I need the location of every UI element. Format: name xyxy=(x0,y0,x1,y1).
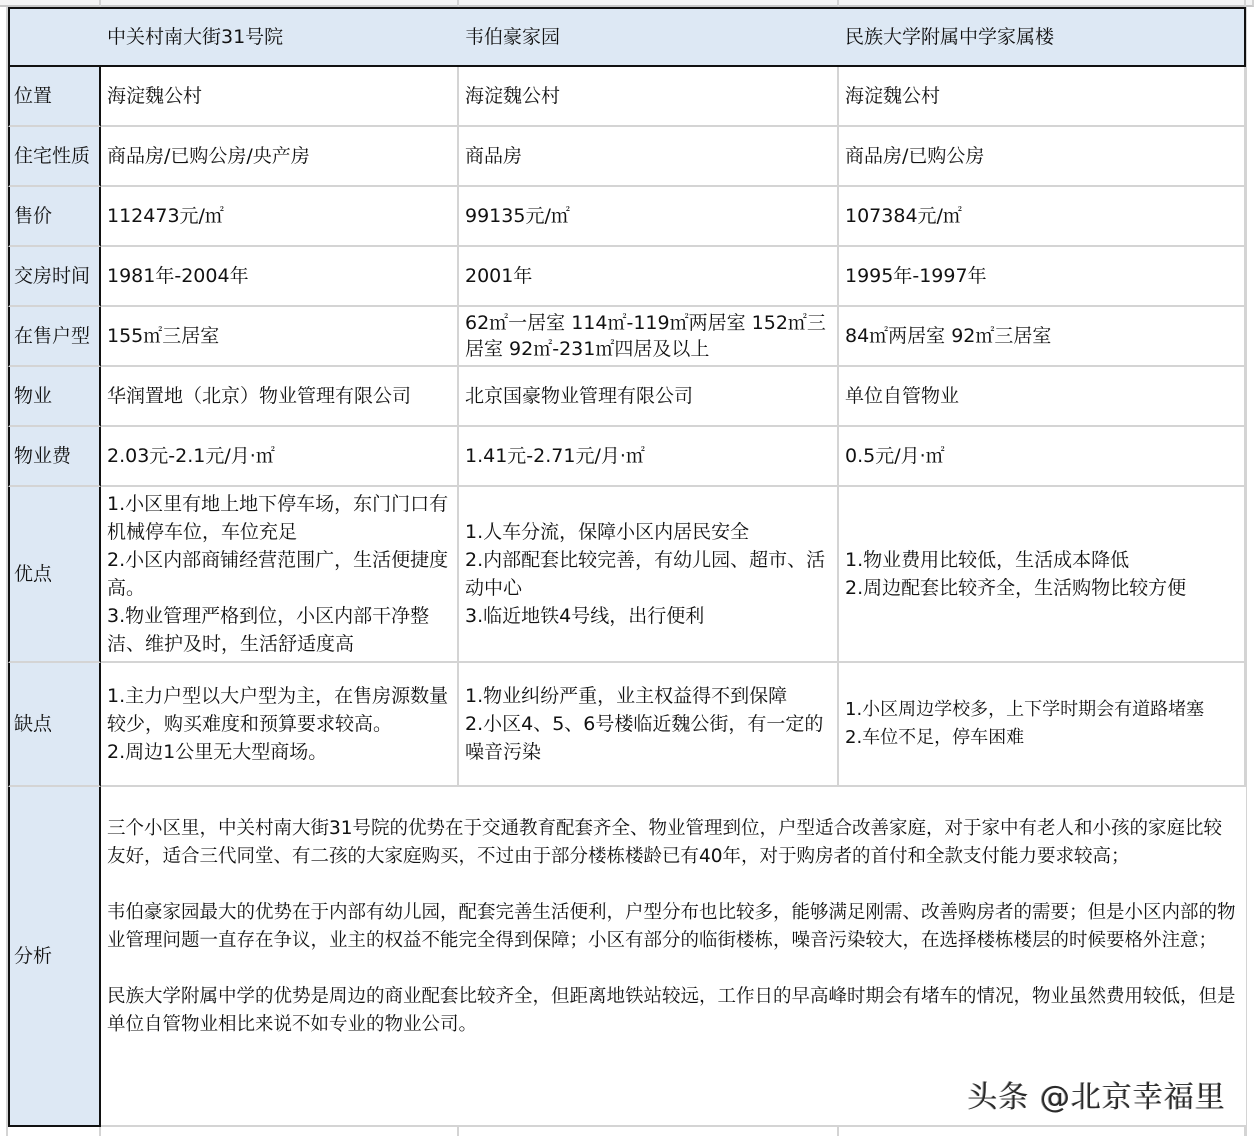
list-item: 1.物业纠纷严重，业主权益得不到保障 xyxy=(465,685,788,707)
table-cell[interactable] xyxy=(459,247,839,307)
table-cell-pros[interactable] xyxy=(101,487,459,663)
cell-text: 2.03元-2.1元/月·㎡ xyxy=(107,445,275,467)
row-label-text: 优点 xyxy=(14,563,53,585)
table-cell[interactable] xyxy=(459,427,839,487)
watermark: 头条 @北京幸福里 xyxy=(967,1080,1226,1115)
table-cell[interactable] xyxy=(101,427,459,487)
bottom-strip-cell[interactable] xyxy=(459,1127,839,1136)
analysis-paragraph: 三个小区里，中关村南大街31号院的优势在于交通教育配套齐全、物业管理到位，户型适合改善家庭，对于家中有老人和小孩的家庭比较友好，适合三代同堂、有二孩的大家庭购买，不过由于部分楼栋楼龄已有40年，对于购房者的首付和全款支付能力要求较高； xyxy=(107,818,1223,867)
cell-text: 155㎡三居室 xyxy=(107,325,220,347)
list-item: 1.主力户型以大户型为主，在售房源数量较少，购买难度和预算要求较高。 xyxy=(107,685,449,735)
table-cell[interactable] xyxy=(839,367,1246,427)
row-label-property-fee[interactable] xyxy=(8,427,101,487)
cell-text: 99135元/㎡ xyxy=(465,205,570,227)
cell-text: 2001年 xyxy=(465,265,533,287)
row-label-analysis[interactable] xyxy=(8,787,101,1127)
cell-text: 商品房/已购公房/央产房 xyxy=(107,145,310,167)
table-cell[interactable] xyxy=(839,427,1246,487)
table-cell[interactable] xyxy=(459,187,839,247)
row-label-text: 位置 xyxy=(14,85,53,107)
table-cell[interactable] xyxy=(839,127,1246,187)
analysis-paragraph: 民族大学附属中学的优势是周边的商业配套比较齐全，但距离地铁站较远，工作日的早高峰时期会有堵车的情况，物业虽然费用较低，但是单位自管物业相比来说不如专业的物业公司。 xyxy=(107,986,1236,1035)
row-label-text: 住宅性质 xyxy=(14,145,91,167)
analysis-paragraph: 韦伯豪家园最大的优势在于内部有幼儿园，配套完善生活便利，户型分布也比较多，能够满足刚需、改善购房者的需要；但是小区内部的物业管理问题一直存在争议，业主的权益不能完全得到保障；小区有部分的临街楼栋，噪音污染较大，在选择楼栋楼层的时候要格外注意； xyxy=(107,902,1236,951)
top-strip-cell[interactable] xyxy=(1246,0,1254,7)
table-cell[interactable] xyxy=(101,67,459,127)
cons-list xyxy=(107,682,451,766)
row-label-layouts-for-sale[interactable] xyxy=(8,307,101,367)
table-cell-cons[interactable] xyxy=(101,663,459,787)
row-label-text: 缺点 xyxy=(14,713,53,735)
table-cell-cons[interactable] xyxy=(459,663,839,787)
list-item: 2.车位不足，停车困难 xyxy=(845,727,1025,748)
list-item: 2.周边1公里无大型商场。 xyxy=(107,741,328,763)
table-cell[interactable] xyxy=(101,247,459,307)
table-cell[interactable] xyxy=(459,127,839,187)
cell-text: 112473元/㎡ xyxy=(107,205,224,227)
list-item: 3.物业管理严格到位，小区内部干净整洁、维护及时，生活舒适度高 xyxy=(107,605,430,655)
row-label-location[interactable] xyxy=(8,67,101,127)
pros-list xyxy=(465,518,831,630)
table-cell[interactable] xyxy=(459,67,839,127)
column-header-text: 民族大学附属中学家属楼 xyxy=(845,26,1055,48)
table-cell-cons[interactable] xyxy=(839,663,1246,787)
table-cell[interactable] xyxy=(459,367,839,427)
top-strip-cell[interactable] xyxy=(101,0,459,7)
list-item: 1.人车分流，保障小区内居民安全 xyxy=(465,521,750,543)
cell-text: 84㎡两居室 92㎡三居室 xyxy=(845,325,1052,347)
cons-list xyxy=(845,696,1204,752)
table-cell[interactable] xyxy=(101,307,459,367)
cell-text: 海淀魏公村 xyxy=(465,85,561,107)
row-label-price[interactable] xyxy=(8,187,101,247)
cons-list xyxy=(465,682,831,766)
bottom-strip-cell[interactable] xyxy=(8,1127,101,1136)
row-label-pros[interactable] xyxy=(8,487,101,663)
cell-text: 商品房 xyxy=(465,145,523,167)
list-item: 1.小区周边学校多，上下学时期会有道路堵塞 xyxy=(845,699,1205,720)
cell-text: 华润置地（北京）物业管理有限公司 xyxy=(107,385,412,407)
list-item: 1.小区里有地上地下停车场，东门门口有机械停车位，车位充足 xyxy=(107,493,449,543)
cell-text: 62㎡一居室 114㎡-119㎡两居室 152㎡三居室 92㎡-231㎡四居及以上 xyxy=(465,312,826,360)
row-label-text: 物业 xyxy=(14,385,53,407)
table-cell[interactable] xyxy=(839,247,1246,307)
row-label-property-management[interactable] xyxy=(8,367,101,427)
row-label-text: 在售户型 xyxy=(14,325,91,347)
table-cell[interactable] xyxy=(839,187,1246,247)
row-label-cons[interactable] xyxy=(8,663,101,787)
cell-text: 商品房/已购公房 xyxy=(845,145,985,167)
row-label-text: 交房时间 xyxy=(14,265,91,287)
row-label-text: 物业费 xyxy=(14,445,72,467)
list-item: 2.内部配套比较完善，有幼儿园、超市、活动中心 xyxy=(465,549,826,599)
pros-list xyxy=(107,490,451,658)
left-gutter xyxy=(0,7,8,1136)
table-cell[interactable] xyxy=(101,367,459,427)
cell-text: 1981年-2004年 xyxy=(107,265,249,287)
cell-text: 海淀魏公村 xyxy=(107,85,203,107)
row-label-housing-type[interactable] xyxy=(8,127,101,187)
list-item: 2.小区内部商铺经营范围广，生活便捷度高。 xyxy=(107,549,449,599)
pros-list xyxy=(845,546,1186,602)
cell-text: 107384元/㎡ xyxy=(845,205,962,227)
cell-text: 0.5元/月·㎡ xyxy=(845,445,945,467)
cell-text: 1.41元-2.71元/月·㎡ xyxy=(465,445,645,467)
table-cell-pros[interactable] xyxy=(459,487,839,663)
list-item: 1.物业费用比较低，生活成本降低 xyxy=(845,549,1130,571)
list-item: 3.临近地铁4号线，出行便利 xyxy=(465,605,705,627)
table-cell[interactable] xyxy=(101,187,459,247)
column-header-text: 韦伯豪家园 xyxy=(465,26,561,48)
bottom-strip-cell[interactable] xyxy=(101,1127,459,1136)
row-label-text: 分析 xyxy=(14,945,53,967)
cell-text: 北京国豪物业管理有限公司 xyxy=(465,385,694,407)
row-label-text: 售价 xyxy=(14,205,53,227)
cell-text: 单位自管物业 xyxy=(845,385,960,407)
bottom-strip-cell[interactable] xyxy=(839,1127,1246,1136)
row-label-delivery-time[interactable] xyxy=(8,247,101,307)
top-strip-cell[interactable] xyxy=(0,0,101,7)
top-strip-cell[interactable] xyxy=(839,0,1246,7)
list-item: 2.周边配套比较齐全，生活购物比较方便 xyxy=(845,577,1187,599)
list-item: 2.小区4、5、6号楼临近魏公街，有一定的噪音污染 xyxy=(465,713,824,763)
right-gutter xyxy=(1246,7,1254,1136)
header-corner-cell[interactable] xyxy=(8,7,101,67)
table-cell[interactable] xyxy=(839,67,1246,127)
header-cell-community-3[interactable] xyxy=(837,7,1246,67)
top-strip-cell[interactable] xyxy=(459,0,839,7)
table-cell[interactable] xyxy=(101,127,459,187)
table-cell[interactable] xyxy=(839,307,1246,367)
table-cell-pros[interactable] xyxy=(839,487,1246,663)
header-cell-community-2[interactable] xyxy=(457,7,839,67)
cell-text: 海淀魏公村 xyxy=(845,85,941,107)
table-cell[interactable] xyxy=(459,307,839,367)
cell-text: 1995年-1997年 xyxy=(845,265,987,287)
header-cell-community-1[interactable] xyxy=(99,7,459,67)
column-header-text: 中关村南大街31号院 xyxy=(107,26,284,48)
